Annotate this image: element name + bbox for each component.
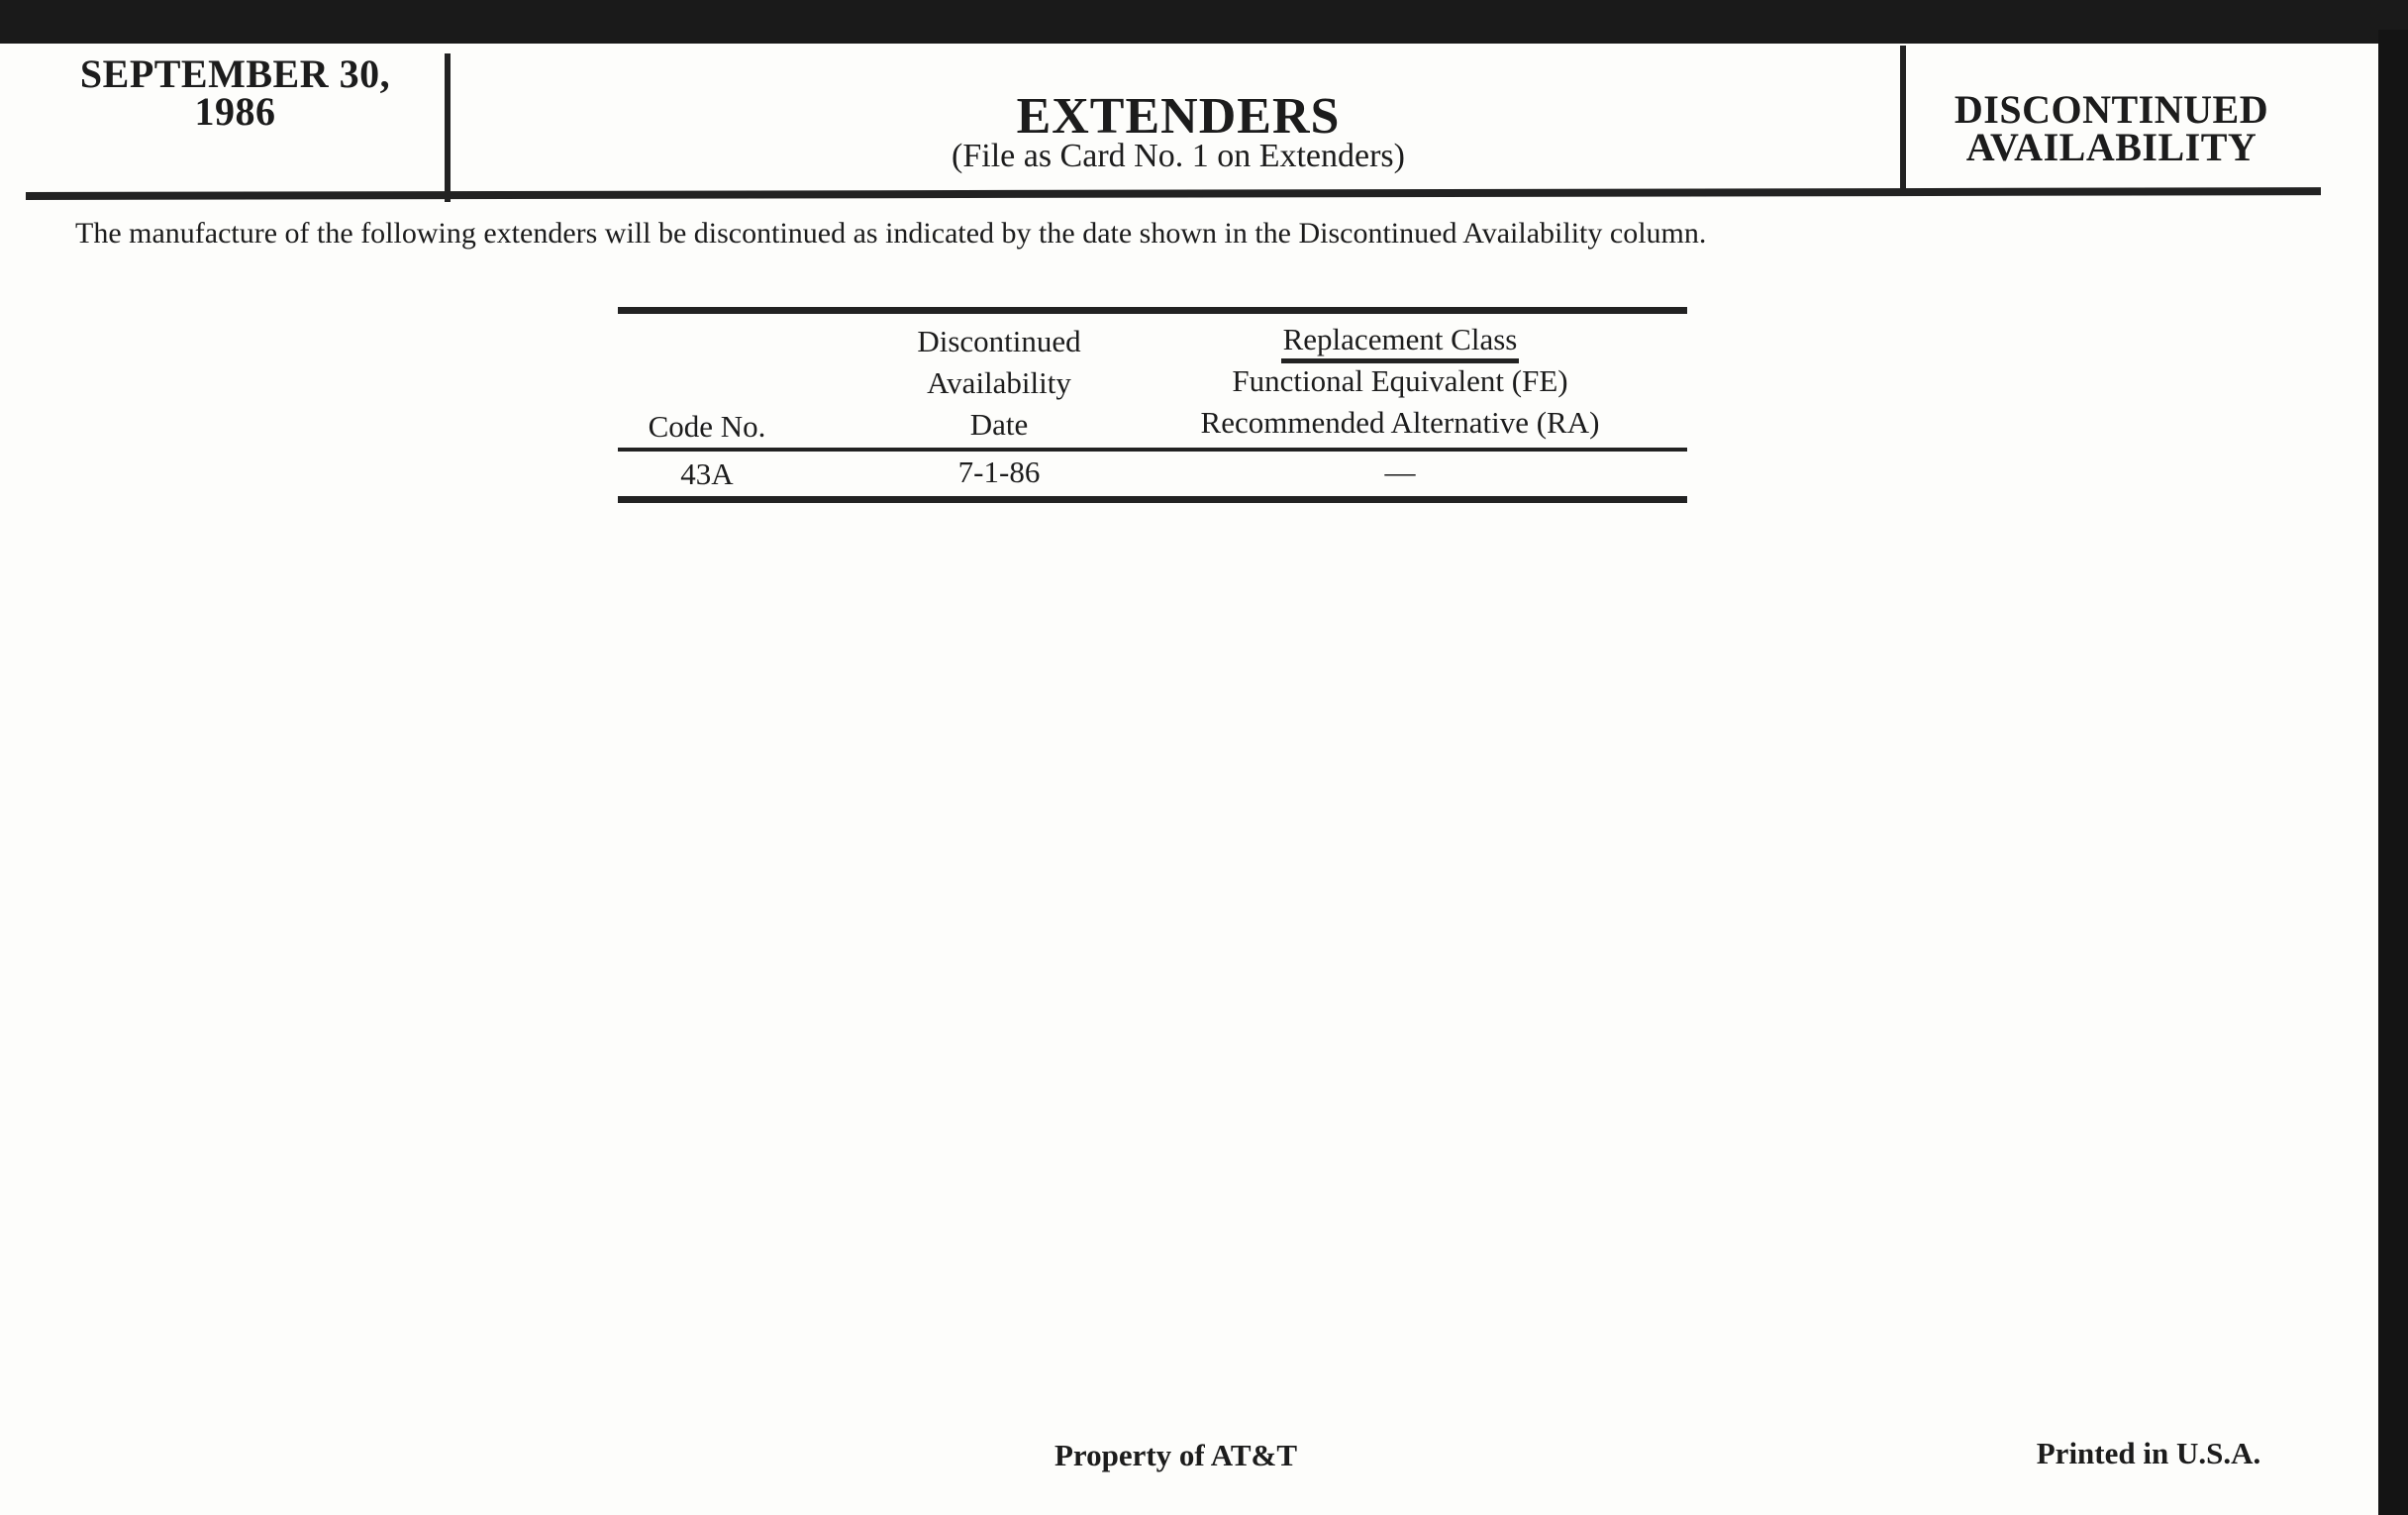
issue-date-line2: 1986: [194, 89, 276, 134]
intro-paragraph: The manufacture of the following extenders will be discontinued as indicated by the date shown in the Discontinued Availability column.: [75, 217, 1707, 250]
table-top-rule: [618, 307, 1687, 314]
status-label: [1906, 87, 2317, 169]
header-functional-equivalent: Functional Equivalent (FE): [1232, 363, 1568, 398]
header-replacement-class: Replacement Class: [1281, 321, 1520, 363]
table-cell-date: 7-1-86: [957, 454, 1041, 489]
document-card: [0, 44, 2378, 1515]
table-bottom-rule: [618, 496, 1687, 503]
scan-edge-shadow: [2378, 30, 2408, 1515]
issue-date-line1: SEPTEMBER 30,: [79, 51, 391, 96]
status-label-line1: DISCONTINUED: [1954, 87, 2269, 132]
status-label-line2: AVAILABILITY: [1965, 125, 2258, 169]
footer-printed: Printed in U.S.A.: [2036, 1436, 2261, 1470]
header-replacement-class-wrap: [1133, 319, 1667, 363]
document-subtitle: (File as Card No. 1 on Extenders): [952, 138, 1405, 174]
header-code: Code No.: [648, 409, 766, 444]
header-recommended-alternative: Recommended Alternative (RA): [1200, 405, 1600, 440]
header-date-line2: Availability: [927, 365, 1071, 400]
footer-owner: Property of AT&T: [1054, 1438, 1298, 1472]
table-cell-replacement: —: [1384, 454, 1416, 489]
issue-date: [30, 51, 441, 134]
header-date-line3: Date: [969, 407, 1029, 442]
table-cell-code: 43A: [680, 456, 734, 491]
document-title: EXTENDERS: [1016, 88, 1341, 145]
header-date-line1: Discontinued: [917, 324, 1081, 358]
